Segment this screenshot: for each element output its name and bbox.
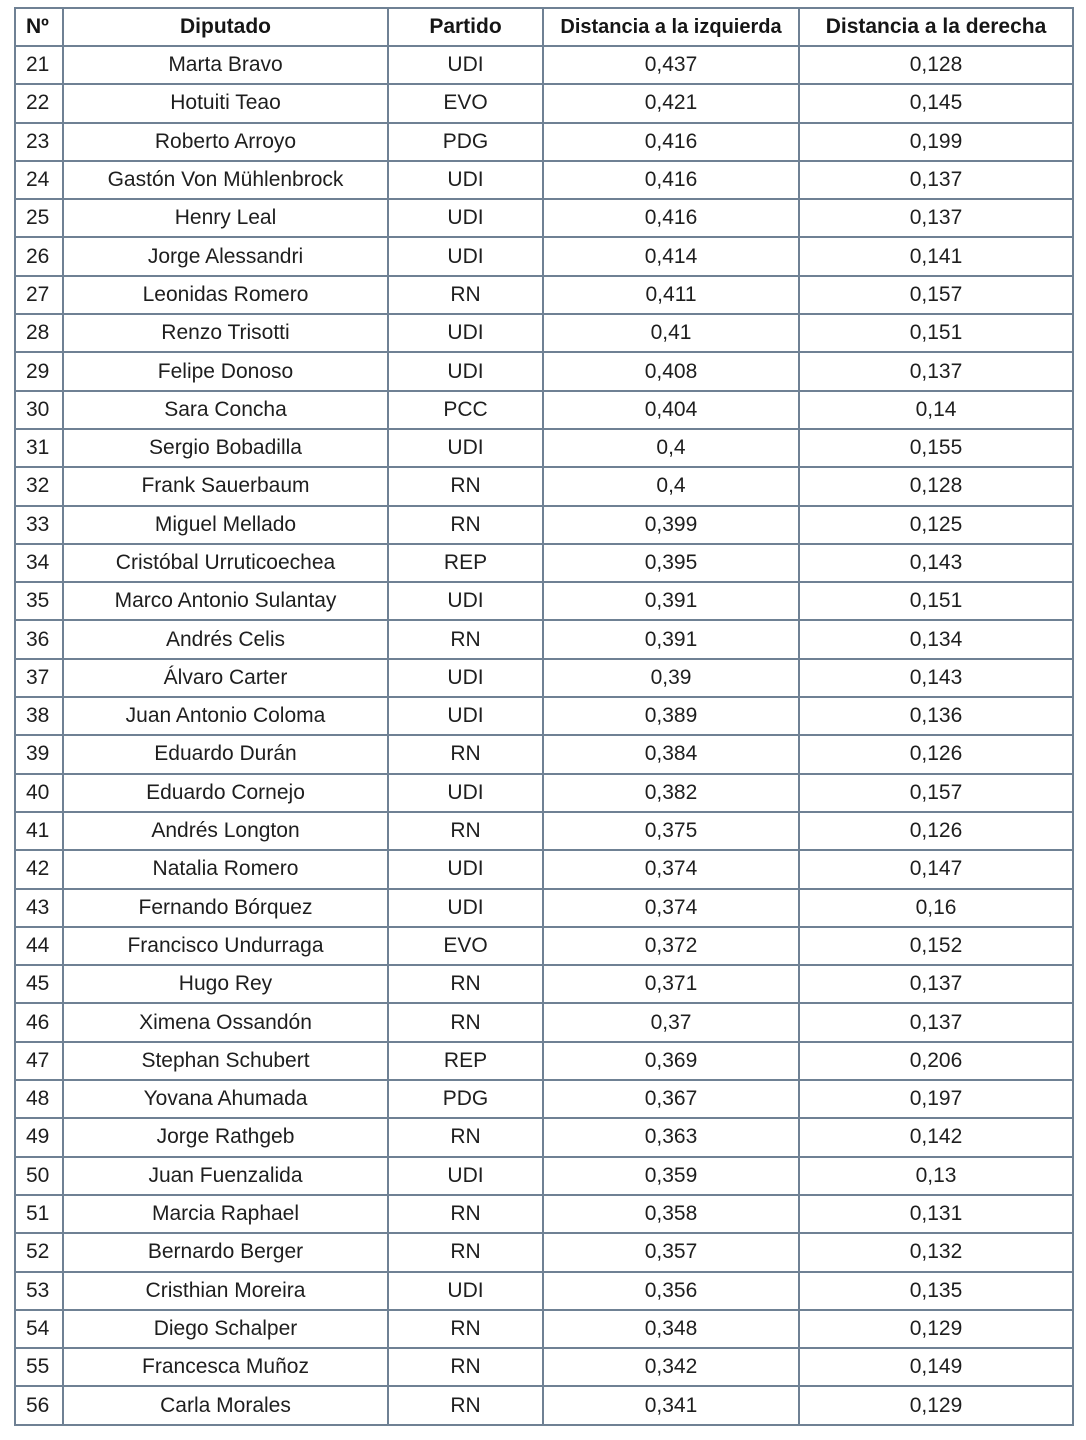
- cell-deputy: Stephan Schubert: [63, 1042, 388, 1080]
- cell-deputy: Renzo Trisotti: [63, 314, 388, 352]
- cell-party: EVO: [388, 927, 543, 965]
- cell-party: UDI: [388, 314, 543, 352]
- cell-party: RN: [388, 1310, 543, 1348]
- table-row: [15, 850, 1073, 888]
- cell-distance-right: 0,126: [799, 735, 1073, 773]
- cell-deputy: Fernando Bórquez: [63, 889, 388, 927]
- cell-distance-right: 0,128: [799, 46, 1073, 84]
- cell-deputy: Álvaro Carter: [63, 659, 388, 697]
- cell-distance-left: 0,395: [543, 544, 799, 582]
- table-row: [15, 352, 1073, 390]
- cell-number: 55: [15, 1348, 63, 1386]
- cell-deputy: Francisco Undurraga: [63, 927, 388, 965]
- header-party: Partido: [388, 8, 543, 46]
- header-row: [15, 8, 1073, 46]
- cell-deputy: Miguel Mellado: [63, 506, 388, 544]
- cell-distance-left: 0,389: [543, 697, 799, 735]
- table-row: [15, 1003, 1073, 1041]
- cell-number: 49: [15, 1118, 63, 1156]
- table-row: [15, 237, 1073, 275]
- table-row: [15, 1310, 1073, 1348]
- table-row: [15, 774, 1073, 812]
- cell-distance-right: 0,152: [799, 927, 1073, 965]
- table-row: [15, 123, 1073, 161]
- cell-distance-right: 0,137: [799, 352, 1073, 390]
- cell-number: 22: [15, 84, 63, 122]
- cell-party: UDI: [388, 889, 543, 927]
- cell-deputy: Marcia Raphael: [63, 1195, 388, 1233]
- cell-distance-right: 0,142: [799, 1118, 1073, 1156]
- table-row: [15, 84, 1073, 122]
- cell-distance-right: 0,137: [799, 965, 1073, 1003]
- cell-distance-left: 0,375: [543, 812, 799, 850]
- cell-deputy: Jorge Alessandri: [63, 237, 388, 275]
- cell-number: 37: [15, 659, 63, 697]
- cell-distance-left: 0,357: [543, 1233, 799, 1271]
- cell-party: RN: [388, 1003, 543, 1041]
- cell-distance-left: 0,391: [543, 620, 799, 658]
- cell-number: 52: [15, 1233, 63, 1271]
- table-row: [15, 659, 1073, 697]
- cell-distance-left: 0,341: [543, 1386, 799, 1424]
- cell-deputy: Eduardo Durán: [63, 735, 388, 773]
- cell-distance-left: 0,374: [543, 889, 799, 927]
- cell-number: 33: [15, 506, 63, 544]
- cell-number: 24: [15, 161, 63, 199]
- table-row: [15, 314, 1073, 352]
- cell-distance-left: 0,37: [543, 1003, 799, 1041]
- cell-distance-left: 0,391: [543, 582, 799, 620]
- cell-party: UDI: [388, 582, 543, 620]
- table-row: [15, 1195, 1073, 1233]
- table-row: [15, 544, 1073, 582]
- cell-number: 29: [15, 352, 63, 390]
- cell-deputy: Bernardo Berger: [63, 1233, 388, 1271]
- cell-distance-right: 0,199: [799, 123, 1073, 161]
- cell-number: 31: [15, 429, 63, 467]
- cell-party: PDG: [388, 1080, 543, 1118]
- cell-distance-right: 0,134: [799, 620, 1073, 658]
- table-row: [15, 1118, 1073, 1156]
- table-row: [15, 889, 1073, 927]
- cell-party: RN: [388, 812, 543, 850]
- table-row: [15, 46, 1073, 84]
- table-row: [15, 391, 1073, 429]
- cell-number: 21: [15, 46, 63, 84]
- cell-distance-right: 0,145: [799, 84, 1073, 122]
- table-row: [15, 735, 1073, 773]
- cell-number: 35: [15, 582, 63, 620]
- table-row: [15, 697, 1073, 735]
- cell-party: PDG: [388, 123, 543, 161]
- cell-deputy: Frank Sauerbaum: [63, 467, 388, 505]
- cell-number: 28: [15, 314, 63, 352]
- cell-deputy: Marco Antonio Sulantay: [63, 582, 388, 620]
- cell-deputy: Sergio Bobadilla: [63, 429, 388, 467]
- cell-number: 50: [15, 1157, 63, 1195]
- cell-party: UDI: [388, 1157, 543, 1195]
- cell-distance-left: 0,404: [543, 391, 799, 429]
- cell-party: PCC: [388, 391, 543, 429]
- cell-distance-right: 0,129: [799, 1310, 1073, 1348]
- cell-party: EVO: [388, 84, 543, 122]
- cell-deputy: Hotuiti Teao: [63, 84, 388, 122]
- cell-number: 51: [15, 1195, 63, 1233]
- table-row: [15, 1348, 1073, 1386]
- cell-party: UDI: [388, 774, 543, 812]
- cell-number: 47: [15, 1042, 63, 1080]
- cell-distance-right: 0,157: [799, 774, 1073, 812]
- deputies-table: [14, 7, 1074, 1426]
- cell-distance-left: 0,41: [543, 314, 799, 352]
- table-row: [15, 812, 1073, 850]
- cell-party: RN: [388, 965, 543, 1003]
- table-row: [15, 1272, 1073, 1310]
- cell-distance-right: 0,135: [799, 1272, 1073, 1310]
- table-row: [15, 429, 1073, 467]
- cell-distance-left: 0,367: [543, 1080, 799, 1118]
- cell-deputy: Hugo Rey: [63, 965, 388, 1003]
- cell-distance-right: 0,147: [799, 850, 1073, 888]
- cell-deputy: Roberto Arroyo: [63, 123, 388, 161]
- cell-distance-right: 0,155: [799, 429, 1073, 467]
- cell-distance-left: 0,342: [543, 1348, 799, 1386]
- header-distance-right: Distancia a la derecha: [799, 8, 1073, 46]
- cell-distance-left: 0,363: [543, 1118, 799, 1156]
- cell-number: 38: [15, 697, 63, 735]
- cell-number: 25: [15, 199, 63, 237]
- cell-distance-left: 0,382: [543, 774, 799, 812]
- cell-number: 27: [15, 276, 63, 314]
- cell-deputy: Marta Bravo: [63, 46, 388, 84]
- cell-party: UDI: [388, 659, 543, 697]
- cell-number: 44: [15, 927, 63, 965]
- cell-distance-right: 0,16: [799, 889, 1073, 927]
- cell-distance-right: 0,137: [799, 199, 1073, 237]
- cell-party: RN: [388, 1348, 543, 1386]
- cell-number: 45: [15, 965, 63, 1003]
- header-distance-left: Distancia a la izquierda: [543, 8, 799, 46]
- cell-distance-left: 0,4: [543, 467, 799, 505]
- cell-number: 48: [15, 1080, 63, 1118]
- cell-distance-left: 0,359: [543, 1157, 799, 1195]
- table-row: [15, 467, 1073, 505]
- cell-distance-right: 0,132: [799, 1233, 1073, 1271]
- cell-number: 39: [15, 735, 63, 773]
- table-row: [15, 582, 1073, 620]
- cell-party: RN: [388, 276, 543, 314]
- cell-deputy: Ximena Ossandón: [63, 1003, 388, 1041]
- cell-number: 43: [15, 889, 63, 927]
- cell-distance-right: 0,13: [799, 1157, 1073, 1195]
- cell-distance-right: 0,125: [799, 506, 1073, 544]
- cell-deputy: Eduardo Cornejo: [63, 774, 388, 812]
- cell-party: REP: [388, 1042, 543, 1080]
- table-header: [15, 8, 1073, 46]
- cell-number: 32: [15, 467, 63, 505]
- cell-party: REP: [388, 544, 543, 582]
- cell-deputy: Yovana Ahumada: [63, 1080, 388, 1118]
- cell-distance-right: 0,14: [799, 391, 1073, 429]
- cell-distance-left: 0,372: [543, 927, 799, 965]
- cell-party: UDI: [388, 697, 543, 735]
- cell-party: UDI: [388, 352, 543, 390]
- cell-deputy: Sara Concha: [63, 391, 388, 429]
- cell-distance-left: 0,437: [543, 46, 799, 84]
- cell-distance-right: 0,136: [799, 697, 1073, 735]
- cell-party: UDI: [388, 46, 543, 84]
- cell-distance-left: 0,411: [543, 276, 799, 314]
- cell-distance-left: 0,374: [543, 850, 799, 888]
- table-row: [15, 1386, 1073, 1424]
- cell-number: 54: [15, 1310, 63, 1348]
- cell-deputy: Juan Antonio Coloma: [63, 697, 388, 735]
- cell-deputy: Felipe Donoso: [63, 352, 388, 390]
- table-row: [15, 276, 1073, 314]
- cell-distance-right: 0,143: [799, 659, 1073, 697]
- cell-party: UDI: [388, 1272, 543, 1310]
- table-row: [15, 1233, 1073, 1271]
- cell-party: RN: [388, 735, 543, 773]
- cell-distance-right: 0,129: [799, 1386, 1073, 1424]
- cell-distance-left: 0,39: [543, 659, 799, 697]
- cell-deputy: Jorge Rathgeb: [63, 1118, 388, 1156]
- cell-party: RN: [388, 620, 543, 658]
- table-row: [15, 199, 1073, 237]
- header-number: Nº: [15, 8, 63, 46]
- cell-distance-right: 0,126: [799, 812, 1073, 850]
- cell-distance-right: 0,197: [799, 1080, 1073, 1118]
- cell-party: RN: [388, 506, 543, 544]
- cell-distance-left: 0,4: [543, 429, 799, 467]
- table-row: [15, 1157, 1073, 1195]
- cell-deputy: Cristóbal Urruticoechea: [63, 544, 388, 582]
- cell-deputy: Francesca Muñoz: [63, 1348, 388, 1386]
- cell-distance-left: 0,421: [543, 84, 799, 122]
- cell-deputy: Gastón Von Mühlenbrock: [63, 161, 388, 199]
- cell-number: 26: [15, 237, 63, 275]
- cell-distance-left: 0,399: [543, 506, 799, 544]
- cell-number: 36: [15, 620, 63, 658]
- cell-number: 40: [15, 774, 63, 812]
- cell-distance-right: 0,143: [799, 544, 1073, 582]
- table-row: [15, 927, 1073, 965]
- cell-distance-right: 0,131: [799, 1195, 1073, 1233]
- cell-deputy: Natalia Romero: [63, 850, 388, 888]
- cell-distance-left: 0,408: [543, 352, 799, 390]
- cell-number: 42: [15, 850, 63, 888]
- cell-distance-left: 0,356: [543, 1272, 799, 1310]
- table-row: [15, 506, 1073, 544]
- cell-distance-right: 0,206: [799, 1042, 1073, 1080]
- cell-distance-left: 0,416: [543, 199, 799, 237]
- cell-party: UDI: [388, 199, 543, 237]
- cell-distance-right: 0,151: [799, 314, 1073, 352]
- cell-distance-left: 0,358: [543, 1195, 799, 1233]
- cell-deputy: Cristhian Moreira: [63, 1272, 388, 1310]
- cell-deputy: Andrés Celis: [63, 620, 388, 658]
- cell-number: 46: [15, 1003, 63, 1041]
- cell-distance-right: 0,157: [799, 276, 1073, 314]
- cell-party: UDI: [388, 161, 543, 199]
- cell-deputy: Leonidas Romero: [63, 276, 388, 314]
- table-row: [15, 161, 1073, 199]
- cell-deputy: Andrés Longton: [63, 812, 388, 850]
- table-row: [15, 965, 1073, 1003]
- cell-party: RN: [388, 467, 543, 505]
- table-row: [15, 1080, 1073, 1118]
- cell-number: 41: [15, 812, 63, 850]
- cell-party: RN: [388, 1233, 543, 1271]
- header-deputy: Diputado: [63, 8, 388, 46]
- cell-distance-right: 0,137: [799, 161, 1073, 199]
- table-body: [15, 46, 1073, 1425]
- cell-number: 23: [15, 123, 63, 161]
- cell-distance-left: 0,384: [543, 735, 799, 773]
- cell-party: UDI: [388, 850, 543, 888]
- cell-party: RN: [388, 1386, 543, 1424]
- cell-distance-right: 0,137: [799, 1003, 1073, 1041]
- cell-party: RN: [388, 1118, 543, 1156]
- cell-deputy: Carla Morales: [63, 1386, 388, 1424]
- cell-distance-left: 0,414: [543, 237, 799, 275]
- cell-deputy: Juan Fuenzalida: [63, 1157, 388, 1195]
- cell-distance-left: 0,416: [543, 161, 799, 199]
- cell-distance-left: 0,369: [543, 1042, 799, 1080]
- cell-distance-left: 0,371: [543, 965, 799, 1003]
- cell-deputy: Henry Leal: [63, 199, 388, 237]
- cell-distance-left: 0,348: [543, 1310, 799, 1348]
- cell-party: UDI: [388, 237, 543, 275]
- table-row: [15, 620, 1073, 658]
- cell-distance-right: 0,128: [799, 467, 1073, 505]
- table-row: [15, 1042, 1073, 1080]
- cell-party: RN: [388, 1195, 543, 1233]
- cell-distance-right: 0,151: [799, 582, 1073, 620]
- cell-distance-right: 0,141: [799, 237, 1073, 275]
- cell-number: 53: [15, 1272, 63, 1310]
- cell-number: 34: [15, 544, 63, 582]
- cell-number: 56: [15, 1386, 63, 1424]
- cell-party: UDI: [388, 429, 543, 467]
- cell-deputy: Diego Schalper: [63, 1310, 388, 1348]
- cell-number: 30: [15, 391, 63, 429]
- cell-distance-right: 0,149: [799, 1348, 1073, 1386]
- cell-distance-left: 0,416: [543, 123, 799, 161]
